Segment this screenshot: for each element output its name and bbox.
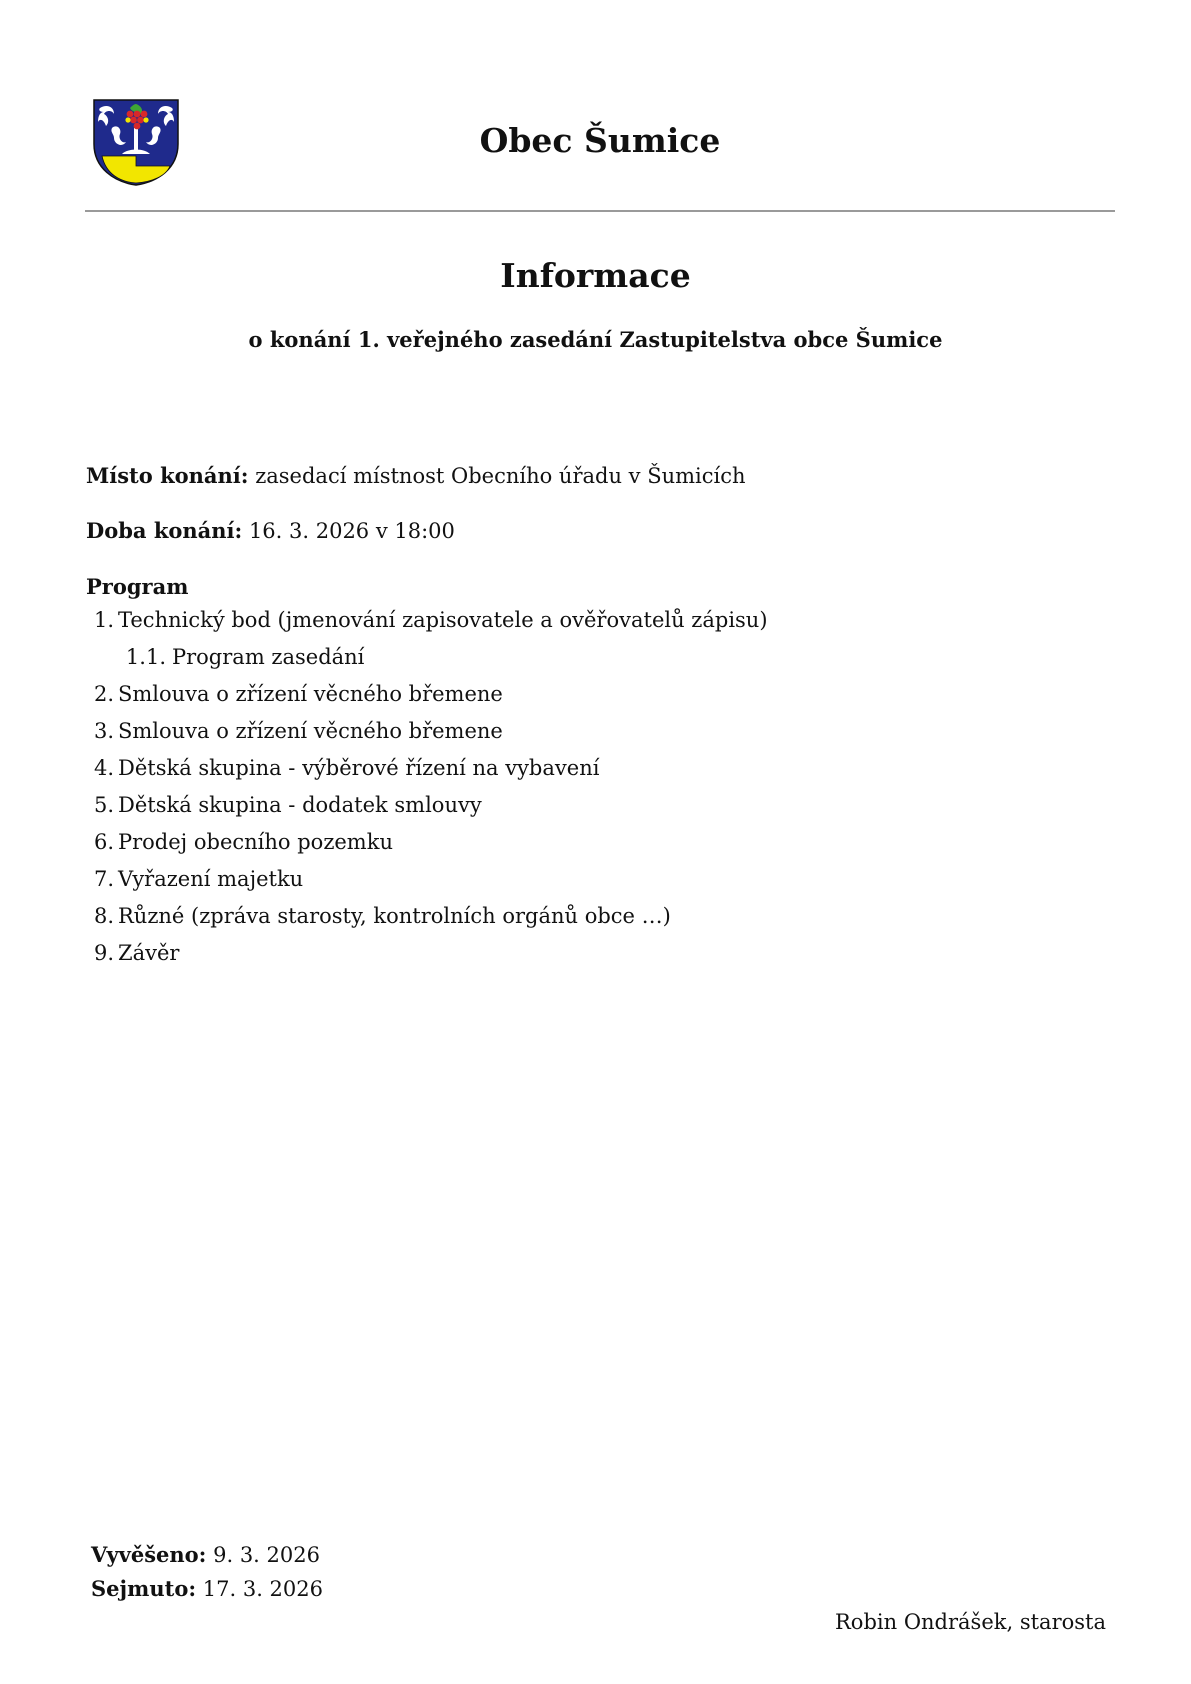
program-item — [86, 679, 986, 716]
posted-date — [91, 1540, 320, 1570]
program-item — [86, 716, 986, 753]
program-item — [86, 864, 986, 901]
program-item-number: 7. — [93, 867, 114, 891]
mayor-signature: Robin Ondrášek, starosta — [835, 1610, 1106, 1634]
header-divider — [85, 210, 1115, 212]
program-item-text: Technický bod (jmenování zapisovatele a ověřovatelů zápisu) — [118, 608, 768, 632]
program-item-text: Vyřazení majetku — [118, 867, 304, 891]
program-item-text: Prodej obecního pozemku — [118, 830, 393, 854]
program-item-text: Různé (zpráva starosty, kontrolních orgánů obce …) — [118, 904, 671, 928]
meeting-place-value: zasedací místnost Obecního úřadu v Šumicích — [255, 464, 746, 488]
program-item-number: 1.1. — [125, 645, 166, 669]
program-item-number: 9. — [93, 941, 114, 965]
program-item — [86, 938, 986, 975]
meeting-place — [86, 461, 746, 491]
program-list — [86, 605, 986, 975]
meeting-time-label: Doba konání: — [86, 518, 243, 543]
removed-date-value: 17. 3. 2026 — [202, 1577, 323, 1601]
program-heading: Program — [86, 574, 189, 599]
posted-date-label: Vyvěšeno: — [91, 1542, 207, 1567]
program-item-number: 8. — [93, 904, 114, 928]
municipality-name: Obec Šumice — [479, 121, 721, 160]
document-title: Informace — [500, 256, 691, 295]
program-item-number: 1. — [93, 608, 114, 632]
meeting-place-label: Místo konání: — [86, 463, 249, 488]
program-item-text: Smlouva o zřízení věcného břemene — [118, 719, 503, 743]
program-item — [86, 901, 986, 938]
program-item-text: Program zasedání — [172, 645, 365, 669]
program-item-number: 5. — [93, 793, 114, 817]
program-item-text: Dětská skupina - dodatek smlouvy — [118, 793, 482, 817]
program-item-text: Dětská skupina - výběrové řízení na vybavení — [118, 756, 600, 780]
meeting-time — [86, 516, 455, 546]
program-item-text: Závěr — [118, 941, 180, 965]
program-item-number: 6. — [93, 830, 114, 854]
municipal-coat-of-arms-icon — [92, 98, 180, 186]
posted-date-value: 9. 3. 2026 — [213, 1543, 320, 1567]
meeting-time-value: 16. 3. 2026 v 18:00 — [248, 519, 455, 543]
program-item-text: Smlouva o zřízení věcného břemene — [118, 682, 503, 706]
program-item — [86, 827, 986, 864]
removed-date-label: Sejmuto: — [91, 1576, 197, 1601]
program-item — [86, 605, 986, 642]
document-subtitle: o konání 1. veřejného zasedání Zastupitelstva obce Šumice — [248, 327, 943, 352]
program-subitem — [86, 642, 986, 679]
program-item-number: 2. — [93, 682, 114, 706]
program-item — [86, 790, 986, 827]
program-item-number: 3. — [93, 719, 114, 743]
program-item-number: 4. — [93, 756, 114, 780]
removed-date — [91, 1574, 323, 1604]
program-item — [86, 753, 986, 790]
